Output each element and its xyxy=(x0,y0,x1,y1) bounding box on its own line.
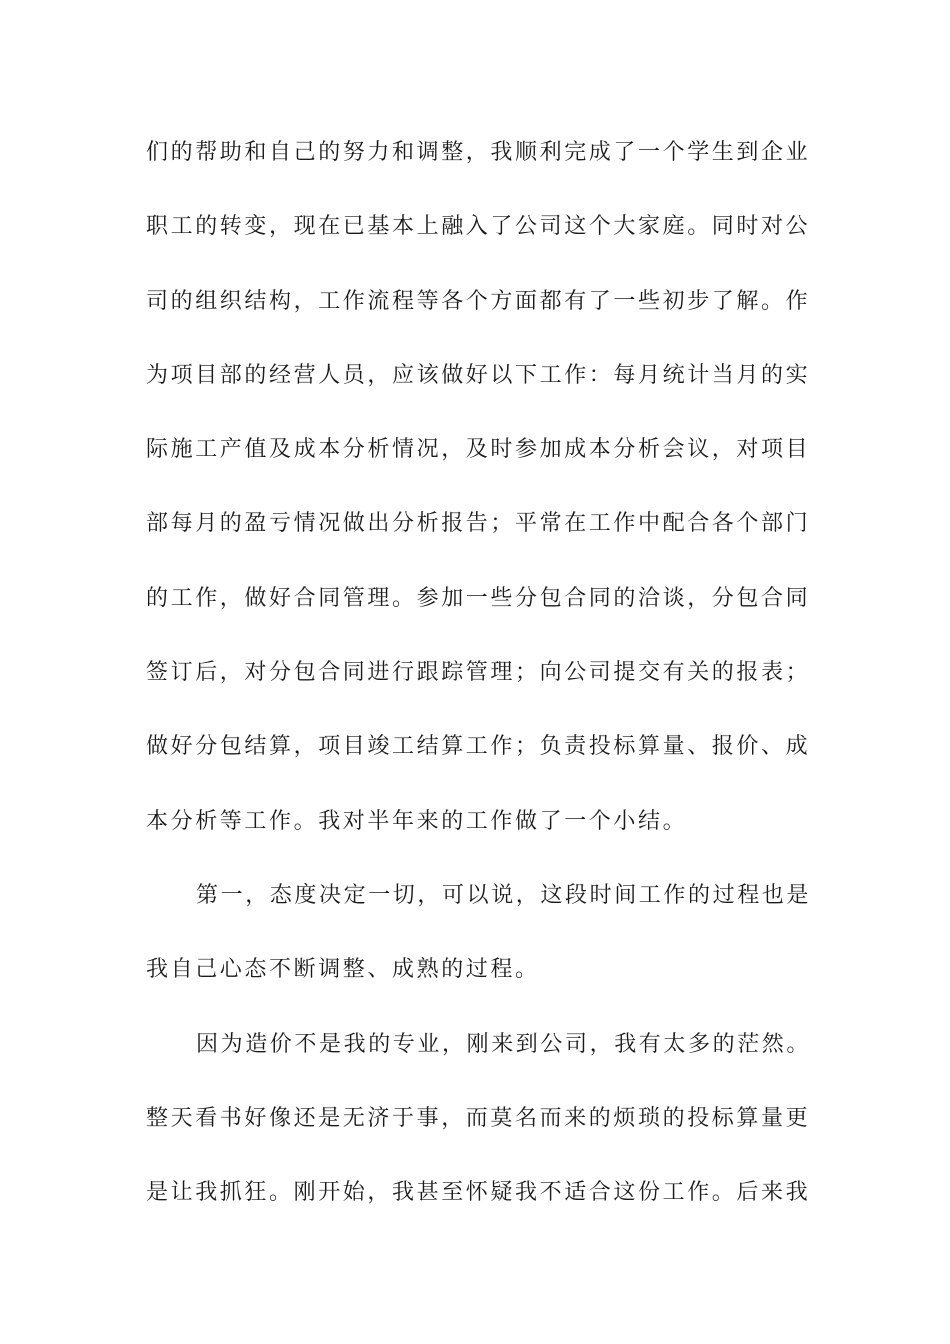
text-line: 为项目部的经营人员，应该做好以下工作：每月统计当月的实 xyxy=(146,362,811,388)
text-line: 际施工产值及成本分析情况，及时参加成本分析会议，对项目 xyxy=(146,437,811,463)
text-line: 是让我抓狂。刚开始，我甚至怀疑我不适合这份工作。后来我 xyxy=(146,1180,811,1206)
text-line: 部每月的盈亏情况做出分析报告；平常在工作中配合各个部门 xyxy=(146,511,811,537)
text-line: 整天看书好像还是无济于事，而莫名而来的烦琐的投标算量更 xyxy=(146,1105,811,1131)
paragraph-start-line: 第一，态度决定一切，可以说，这段时间工作的过程也是 xyxy=(196,882,812,908)
text-line: 的工作，做好合同管理。参加一些分包合同的洽谈，分包合同 xyxy=(146,585,811,611)
text-line: 们的帮助和自己的努力和调整，我顺利完成了一个学生到企业 xyxy=(146,140,811,165)
text-line: 职工的转变，现在已基本上融入了公司这个大家庭。同时对公 xyxy=(146,214,811,240)
document-body xyxy=(146,128,812,1242)
text-line: 签订后，对分包合同进行跟踪管理；向公司提交有关的报表； xyxy=(146,660,811,686)
paragraph-start-line: 因为造价不是我的专业，刚来到公司，我有太多的茫然。 xyxy=(196,1031,812,1057)
text-line: 司的组织结构，工作流程等各个方面都有了一些初步了解。作 xyxy=(146,288,811,314)
text-line: 做好分包结算，项目竣工结算工作；负责投标算量、报价、成 xyxy=(146,734,811,760)
text-line: 本分析等工作。我对半年来的工作做了一个小结。 xyxy=(146,808,688,834)
text-line: 我自己心态不断调整、成熟的过程。 xyxy=(146,957,540,983)
